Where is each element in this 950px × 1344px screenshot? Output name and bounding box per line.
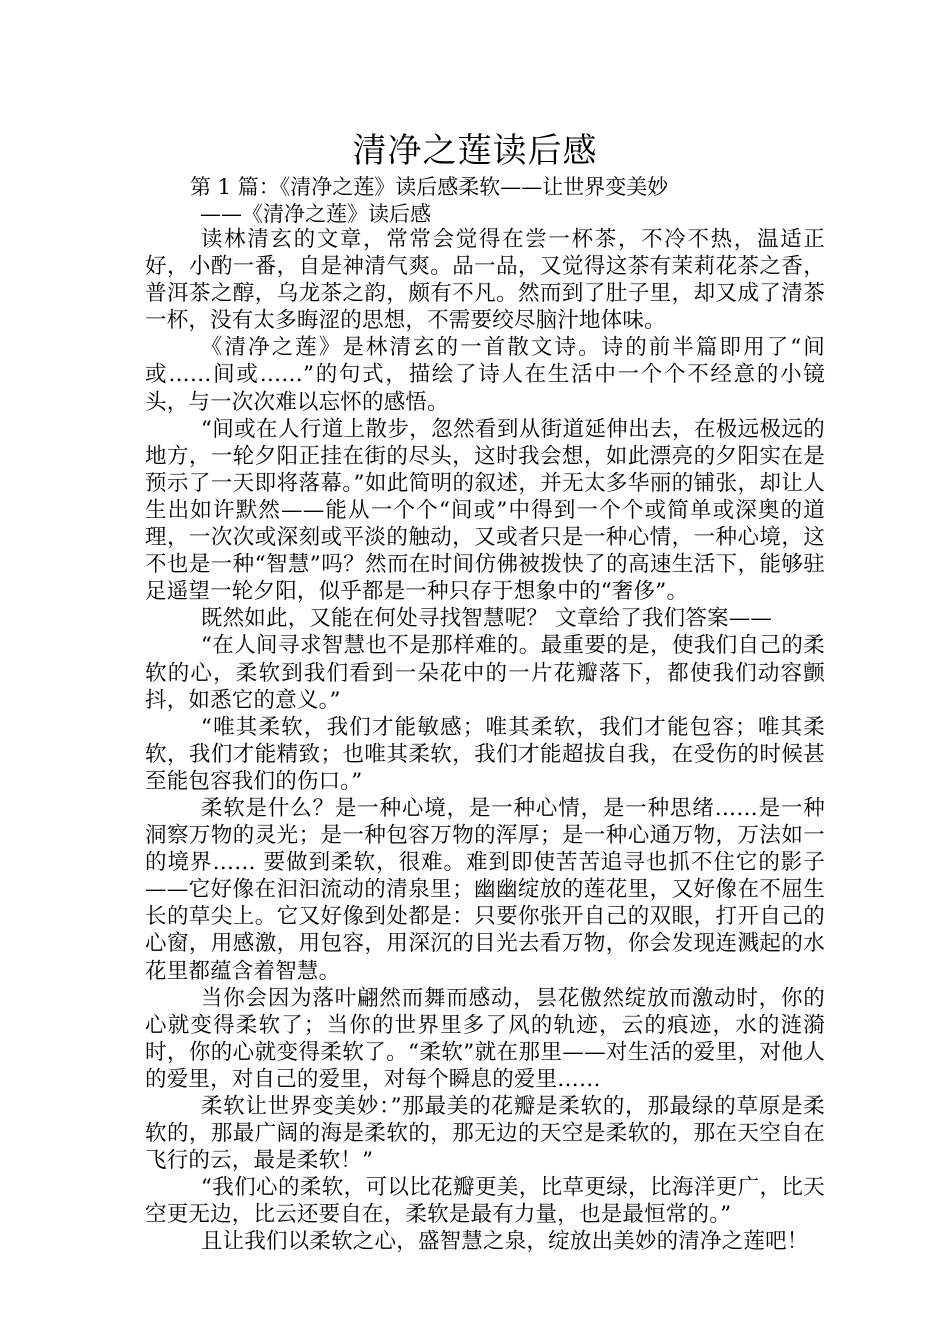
paragraph: 既然如此，又能在何处寻找智慧呢？ 文章给了我们答案—— [200,606,773,632]
paragraph: 柔软是什么？是一种心境，是一种心情，是一种思绪……是一种洞察万物的灵光；是一种包容万物的浑厚；是一种心通万物，万法如一的境界…… 要做到柔软，很难。难到即使苦苦追寻也抓不住它的影子——它好像在汩汩流动的清泉里；幽幽绽放的莲花里，又好像在不屈生长的草尖上。它又好像到处都是：只要你张开自己的双眼，打开自己的心窗，用感激，用包容，用深沉的目光去看万物，你会发现连溅起的水花里都蕴含着智慧。 [145,795,825,984]
paragraph: 《清净之莲》是林清玄的一首散文诗。诗的前半篇即用了“间或……间或……”的句式，描绘了诗人在生活中一个个不经意的小镜头，与一次次难以忘怀的感悟。 [145,335,825,415]
paragraph: 且让我们以柔软之心，盛智慧之泉，绽放出美妙的清净之莲吧！ [200,1229,809,1255]
paragraph: 当你会因为落叶翩然而舞而感动，昙花傲然绽放而激动时，你的心就变得柔软了；当你的世界里多了风的轨迹，云的痕迹，水的涟漪时，你的心就变得柔软了。“柔软”就在那里——对生活的爱里，对他人的爱里，对自己的爱里，对每个瞬息的爱里…… [145,985,825,1092]
paragraph: 读林清玄的文章，常常会觉得在尝一杯茶，不冷不热，温适正好，小酌一番，自是神清气爽。品一品，又觉得这茶有茉莉花茶之香，普洱茶之醇，乌龙茶之韵，颇有不凡。然而到了肚子里，却又成了清茶一杯，没有太多晦涩的思想，不需要绞尽脑汁地体味。 [145,227,825,334]
paragraph: “唯其柔软，我们才能敏感；唯其柔软，我们才能包容；唯其柔软，我们才能精致；也唯其柔软，我们才能超拔自我，在受伤的时候甚至能包容我们的伤口。” [145,714,825,794]
paragraph: “间或在人行道上散步，忽然看到从街道延伸出去，在极远极远的地方，一轮夕阳正挂在街的尽头，这时我会想，如此漂亮的夕阳实在是预示了一天即将落幕。”如此简明的叙述，并无太多华丽的铺张，却让人生出如许默然——能从一个个“间或”中得到一个个或简单或深奥的道理，一次次或深刻或平淡的触动，又或者只是一种心情，一种心境，这不也是一种“智慧”吗？然而在时间仿佛被拨快了的高速生活下，能够驻足遥望一轮夕阳，似乎都是一种只存于想象中的“奢侈”。 [145,416,825,605]
paragraph: “我们心的柔软，可以比花瓣更美，比草更绿，比海洋更广，比天空更无边，比云还要自在，柔软是最有力量，也是最恒常的。” [145,1175,825,1228]
article-body [145,226,825,1256]
paragraph: “在人间寻求智慧也不是那样难的。最重要的是，使我们自己的柔软的心，柔软到我们看到一朵花中的一片花瓣落下，都使我们动容颤抖，如悉它的意义。” [145,633,825,713]
article-subheading: ——《清净之莲》读后感 [200,202,431,226]
document-title: 清净之莲读后感 [352,131,598,171]
article-heading: 第 1 篇：《清净之莲》读后感柔软——让世界变美妙 [190,175,669,199]
paragraph: 柔软让世界变美妙：”那最美的花瓣是柔软的，那最绿的草原是柔软的，那最广阔的海是柔软的，那无边的天空是柔软的，那在天空自在飞行的云，最是柔软！” [145,1094,825,1174]
